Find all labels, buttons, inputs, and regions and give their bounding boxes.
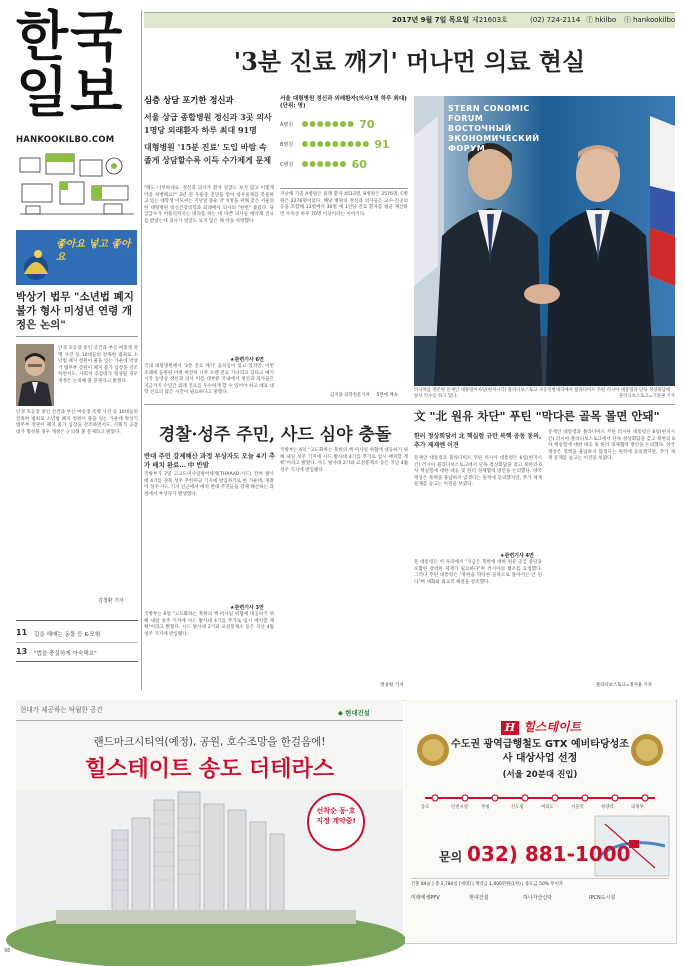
issue-date: 2017년 9월 7일 목요일 (392, 16, 470, 24)
bar-mark (317, 161, 323, 167)
bar-mark (325, 141, 331, 147)
sponsor-name: 미래에셋PFV (411, 895, 440, 901)
bar-mark (332, 121, 338, 127)
page-number: 98 (4, 948, 11, 954)
bar-mark (363, 141, 369, 147)
laurel-left-icon (415, 732, 451, 768)
third-headline[interactable]: 文 "北 원유 차단" 푸틴 "막다른 골목 몰면 안돼" (414, 409, 660, 423)
third-subhead: 한러 정상회담서 北 핵실험 규탄 북핵 공동 동의, 추가 제재엔 이견 (414, 433, 542, 449)
index-text: 길을 헤매는 동물 등 K-모험 (34, 632, 101, 638)
bar-mark (310, 141, 316, 147)
station-label: 송도 (421, 805, 430, 810)
index-row[interactable] (16, 643, 138, 662)
third-body-3: 문재인 대통령과 블라디미르 푸틴 러시아 대통령은 6일(현지시간) 러시아 블라디보스토크에서 단독 정상회담을 갖고 북한의 6차 핵실험에 대한 대응 및 한러 경제협력 방안을 논의했다. 양국 정상은 북핵을 용납하지 않겠다는 원칙에 동의했지만, 추가 제재 문제를 놓고는 이견을 보였다. (548, 430, 677, 462)
station-label: 부평 (481, 805, 490, 810)
index-text: "법을 충실하게 아숙해요" (34, 651, 97, 657)
ad-right-headline: 수도권 광역급행철도 GTX 예비타당성조사 대상사업 선정 (451, 739, 629, 764)
sidebar-promo-banner[interactable] (16, 230, 137, 285)
bar-mark (317, 121, 323, 127)
third-body-1: 문재인 대통령과 블라디미르 푸틴 러시아 대통령은 6일(현지시간) 러시아 블라디보스토크에서 단독 정상회담을 갖고 북한의 6차 핵실험에 대한 대응 및 한러 경제협력 방안을 논의했다. 양국 정상은 북핵을 용납하지 않겠다는 원칙에 동의했지만, 추가 제재 문제를 놓고는 이견을 보였다. (414, 456, 544, 488)
phone-number: (02) 724-2114 (530, 16, 581, 24)
third-related[interactable]: ★관련기사 4면 (500, 553, 534, 559)
sidebar-body-top: 안경 호등장 중인 산건과 부산 여중생 폭행 사건 등 10대들의 잔혹한 범죄로 소년법 폐지 청원이 줄을 잇는 가운데 박상기 법무부 장관이 폐지 불가 입장을 강조하면서도, 사회적 공감대가 형성될 경우 개정은 논의해 볼 문제라고 밝혔다. (58, 346, 140, 384)
station-label: 신도림 (511, 805, 524, 810)
bar-mark (332, 141, 338, 147)
bar-mark (340, 141, 346, 147)
infographic-chart (280, 114, 408, 178)
facebook-icon: ⓕ (586, 16, 593, 24)
third-body-2: 문 대통령은 이 자리에서 "지금은 북한에 대한 원유 공급 중단을 포함한 강력한 제재가 필요하다"며 러시아의 협조를 요청했다. 그러나 푸틴 대통령은 "북한을 막다른 골목으로 몰아서는 안 된다"며 대화와 외교적 해결을 강조했다. (414, 560, 544, 585)
sidebar-byline: 김청환 기자 (98, 598, 124, 604)
bar-mark (332, 161, 338, 167)
ad-title: 힐스테이트 송도 더테라스 (84, 757, 335, 782)
twitter-handle[interactable]: hankookilbo (633, 16, 676, 24)
second-byline: 정상원 기자 (380, 683, 404, 688)
bar-mark (355, 141, 361, 147)
story-related-1[interactable]: ★관련기사 6면 (230, 357, 264, 363)
caption-text: 러시아를 방문한 문재인 대통령이 6일(현지시각) 블라디보스토크 극동연방대학에서 블라디미르 푸틴 러시아 대통령과 단독 정상회담에 앞서 악수를 하고 있다. (414, 388, 671, 399)
subhead-2: 대형병원 '15분 진료' 도입 바람 속 졸게 상담할수록 이득 수가제게 문제 (144, 142, 272, 165)
gtx-route-map (415, 792, 665, 814)
bar-value: 70 (359, 118, 375, 131)
caption-credit: 블라디보스토크=고영권 기자 (619, 394, 675, 399)
index-page-number: 13 (16, 647, 28, 656)
sponsor-name: 현대건설 (469, 895, 489, 901)
bar-mark (348, 121, 354, 127)
bar-mark (348, 141, 354, 147)
bar-mark (310, 161, 316, 167)
ad-phone[interactable]: 032) 881-1000 (467, 842, 631, 866)
ad-top-label: 현대가 제공하는 탁월한 공간 (20, 706, 103, 714)
story-body-1: "해도 너무하네요. 정신과 의사가 환자 얼굴도 보지 않고 이렇게 약을 처방해요?" 3년 전 우울증 진단을 받아 항우울제를 복용하고 있는 대학생 이모씨는 지난달 중순 약 처방을 위해 찾은 서울의 한 대형병원 정신건강의학과 외래에서 의사의 "한번" 불렀다. 당급급수가 어플리커서는 대리를 하는 데 바쁜 의사들 예약제 진료를 받았는데 의사가 얼굴도 보지 않은 채 약을 처방했다. (144, 186, 276, 224)
laurel-right-icon (629, 732, 665, 768)
ad-badge: 선착순 동·호 지정 계약중! (316, 807, 356, 825)
photo-caption (414, 388, 675, 400)
sidebar-body: 안경 호등장 중인 산건과 부산 여중생 폭행 사건 등 10대들의 잔혹한 범죄로 소년법 폐지 청원이 줄을 잇는 가운데 박상기 법무부 장관이 폐지 불가 입장을 강조하면서도, 사회적 공감대가 형성될 경우 개정은 논의해 볼 문제라고 밝혔다. (16, 410, 140, 435)
ad-right-logo-text: 힐스테이트 (523, 720, 582, 734)
ad-brand-name: 현대건설 (345, 709, 370, 717)
bar-value: 91 (374, 138, 390, 151)
bar-mark (340, 161, 346, 167)
sponsor-name: IPCN도시설 (589, 895, 616, 901)
logo-line-1: 한국 (16, 4, 125, 68)
station-label: 청량리 (601, 805, 614, 810)
station-label: 의정부 (631, 805, 644, 810)
infographic (280, 96, 408, 188)
author-portrait (16, 344, 54, 406)
bar-mark (302, 161, 308, 167)
infographic-title: 서울 대형병원 정신과 외래환자(의사1명 하루 최대)(단위: 명) (280, 96, 407, 109)
ad-right-sub: (서울 20분대 진입) (502, 770, 578, 780)
ad-phone-label: 문의 (439, 850, 463, 864)
bar-mark (302, 121, 308, 127)
promo-text: 좋아요 넣고 좋아요 (56, 239, 131, 263)
hyundai-logo-icon: ◆ (338, 709, 343, 717)
second-body-3: 국방부는 6일 "고도화하는 북한의 핵·미사일 위협에 대응하기 위해 내일 성주 기지에 사드 발사대 4기를 추가로 임시 배치할 계획"이라고 밝혔다. 사드 발사대 2기와 교전통제소 등은 지난 4월 성주 기지에 반입됐다. (280, 448, 410, 473)
second-subhead: 반대 주민 강제해산 과정 부상자도 오늘 4기 추가 배치 완료… 中 반발 (144, 452, 276, 469)
logo-line-2: 일보 (16, 60, 125, 124)
bar-mark (310, 121, 316, 127)
bar-mark (302, 141, 308, 147)
bar-mark (325, 161, 331, 167)
main-headline[interactable]: '3분 진료 깨기' 머나먼 의료 현실 (233, 47, 586, 76)
issue-number: 제21603호 (472, 16, 508, 24)
ad-fine-print: 건물 84㎡ | 총 2,784실 [세대] | 계약금 1,000만원(1차) | 중도금 50% 무이자 (411, 878, 669, 887)
ad-tagline: 랜드마크시티역(예정), 공원, 호수조망을 한걸음에! (93, 736, 326, 748)
bar-label: A병원 (280, 122, 294, 128)
second-related[interactable]: ★관련기사 3면 (230, 605, 264, 611)
story-body-3: 지난해 기준 A병원은 외래 환자 4513명, B병원은 2576명, C병원은 2276명이었다. 해당 병원의 정신과 의사들은 교수·전공의 등을 포함해 13명에서 30명 에 1인당 진료 환자를 평균 계산하면 수치상 하루 70명 이상이라는 이야기다. (280, 192, 410, 217)
ad-right-logo (501, 718, 581, 735)
page-index (16, 624, 138, 662)
index-page-number: 11 (16, 628, 28, 637)
sidebar-illustration (16, 150, 137, 224)
ad-right-panel[interactable] (405, 700, 675, 942)
twitter-icon: ⓣ (624, 16, 631, 24)
third-byline: 블라디보스토크=정지용 기자 (596, 683, 652, 688)
bar-mark (340, 121, 346, 127)
bar-mark (325, 121, 331, 127)
bar-mark (317, 141, 323, 147)
station-label: 서울역 (571, 805, 584, 810)
second-body-2: 국방부는 6일 "고도화하는 북한의 핵·미사일 위협에 대응하기 위해 내일 성주 기지에 사드 발사대 4기를 추가로 임시 배치할 계획"이라고 밝혔다. 사드 발사대 2기와 교전통제소 등은 지난 4월 성주 기지에 반입됐다. (144, 612, 276, 637)
second-headline[interactable]: 경찰·성주 주민, 사드 심야 충돌 (158, 425, 392, 445)
facebook-handle[interactable]: hkilbo (595, 16, 617, 24)
sponsor-name: 하나자산신탁 (523, 895, 552, 901)
site-url[interactable]: HANKOOKILBO.COM (16, 134, 115, 144)
story-body-2: 국내 대형병원에서 '3분 진료 깨기' 움직임이 일고 있지만, 이번 조례에 동원된 이번 여전히 너무 오랜 진료 기다리고 있다고 얘기 시작 동영상 정신과 의사 이름 대부분 국내에서 정신과 의사들은 지금까지 수년간 외래 진료를 우수하게 할 수 있어야 하고 대표 대학 진료의 많은 시간이 필요하다고 말했다. (144, 364, 276, 396)
bar-value: 60 (351, 158, 367, 171)
date-bar (144, 12, 675, 28)
hillstate-logo-icon: H (501, 721, 519, 735)
bar-label: C병원 (280, 162, 294, 168)
index-row[interactable] (16, 624, 138, 643)
subhead-1: 서울 상급 종합병원 정신과 3곳 의사 1명당 외래환자 하루 최대 91명 (144, 112, 272, 135)
bar-label: B병원 (280, 142, 294, 148)
second-body-1: 국방부가 7일 고고도미사일방어체계(THAAAD·사드) 잔여 발사대 4기를 경북 성주 주한미군 기지에 반입하기로 한 가운데, 경찰이 성주 사드 기지 인근에서 배치 반대 주민들을 강제 해산하는 과정에서 부상자가 발생했다. (144, 472, 274, 497)
subheads (144, 94, 272, 167)
station-label: 여의도 (541, 805, 554, 810)
subhead-kicker: 심층 상담 포기한 정신과 (144, 95, 234, 105)
station-label: 인천시청 (451, 805, 468, 810)
summit-photo (414, 96, 675, 386)
ad-brand (338, 708, 370, 717)
newspaper-logo (16, 4, 134, 124)
ad-left-panel[interactable] (16, 700, 403, 942)
story-byline-3: 김지용 의학전문기자 ㆍ 5면에 계속 (330, 393, 398, 398)
forum-sign: STERN CONOMIC FORUM ВОСТОЧНЫЙ ЭКОНОМИЧЕСКИЙ ФОРУМ (448, 104, 540, 153)
sidebar-headline[interactable]: 박상기 법무 "소년법 폐지 불가 형사 미성년 연령 개정은 논의" (16, 291, 134, 331)
